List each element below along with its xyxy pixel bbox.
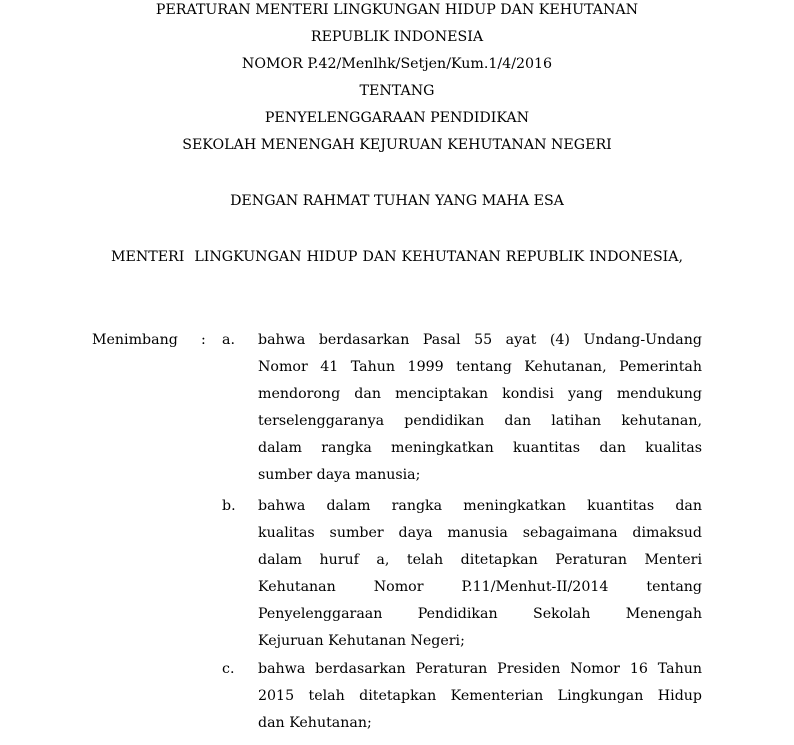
text-line: bahwa berdasarkan Peraturan Presiden Nomor 16 Tahun	[258, 661, 702, 677]
text-line: bahwa berdasarkan Pasal 55 ayat (4) Undang-Undang	[258, 332, 702, 348]
item-b-letter: b.	[222, 498, 236, 514]
considering-label: Menimbang	[92, 332, 178, 348]
minister-line	[0, 244, 794, 271]
heading-line-subject-2: SEKOLAH MENENGAH KEJURUAN KEHUTANAN NEGERI	[182, 137, 612, 153]
regulation-heading	[0, 0, 794, 159]
heading-line-about: TENTANG	[359, 83, 435, 99]
text-line: 2015 telah ditetapkan Kementerian Lingkungan Hidup	[258, 688, 702, 704]
text-line: bahwa dalam rangka meningkatkan kuantitas dan	[258, 498, 702, 514]
text-line: Penyelenggaraan Pendidikan Sekolah Menengah	[258, 606, 702, 622]
heading-line-title: PERATURAN MENTERI LINGKUNGAN HIDUP DAN KEHUTANAN	[155, 2, 639, 18]
considering-colon: :	[201, 332, 206, 348]
item-a-text	[258, 327, 702, 489]
text-line: terselenggaranya pendidikan dan latihan kehutanan,	[258, 413, 702, 429]
text-line: Nomor 41 Tahun 1999 tentang Kehutanan, Pemerintah	[258, 359, 702, 375]
text-line: dalam huruf a, telah ditetapkan Peraturan Menteri	[258, 552, 702, 568]
text-line: dalam rangka meningkatkan kuantitas dan kualitas	[258, 440, 702, 456]
text-line: mendorong dan menciptakan kondisi yang mendukung	[258, 386, 702, 402]
invocation-line: DENGAN RAHMAT TUHAN YANG MAHA ESA	[230, 193, 564, 209]
item-b-text	[258, 493, 702, 655]
item-a-letter: a.	[222, 332, 235, 348]
item-c-letter: c.	[222, 661, 235, 677]
heading-line-country: REPUBLIK INDONESIA	[310, 29, 484, 45]
text-line: Kehutanan Nomor P.11/Menhut-II/2014 tentang	[258, 579, 702, 595]
heading-line-number: NOMOR P.42/Menlhk/Setjen/Kum.1/4/2016	[241, 56, 553, 72]
item-c-text	[258, 656, 702, 737]
text-line: kualitas sumber daya manusia sebagaimana dimaksud	[258, 525, 702, 541]
heading-line-subject-1: PENYELENGGARAAN PENDIDIKAN	[264, 110, 530, 126]
minister-text: MENTERI LINGKUNGAN HIDUP DAN KEHUTANAN REPUBLIK INDONESIA,	[110, 249, 684, 265]
text-line: sumber daya manusia;	[258, 467, 421, 483]
text-line: Kejuruan Kehutanan Negeri;	[258, 633, 465, 649]
text-line: dan Kehutanan;	[258, 715, 372, 731]
